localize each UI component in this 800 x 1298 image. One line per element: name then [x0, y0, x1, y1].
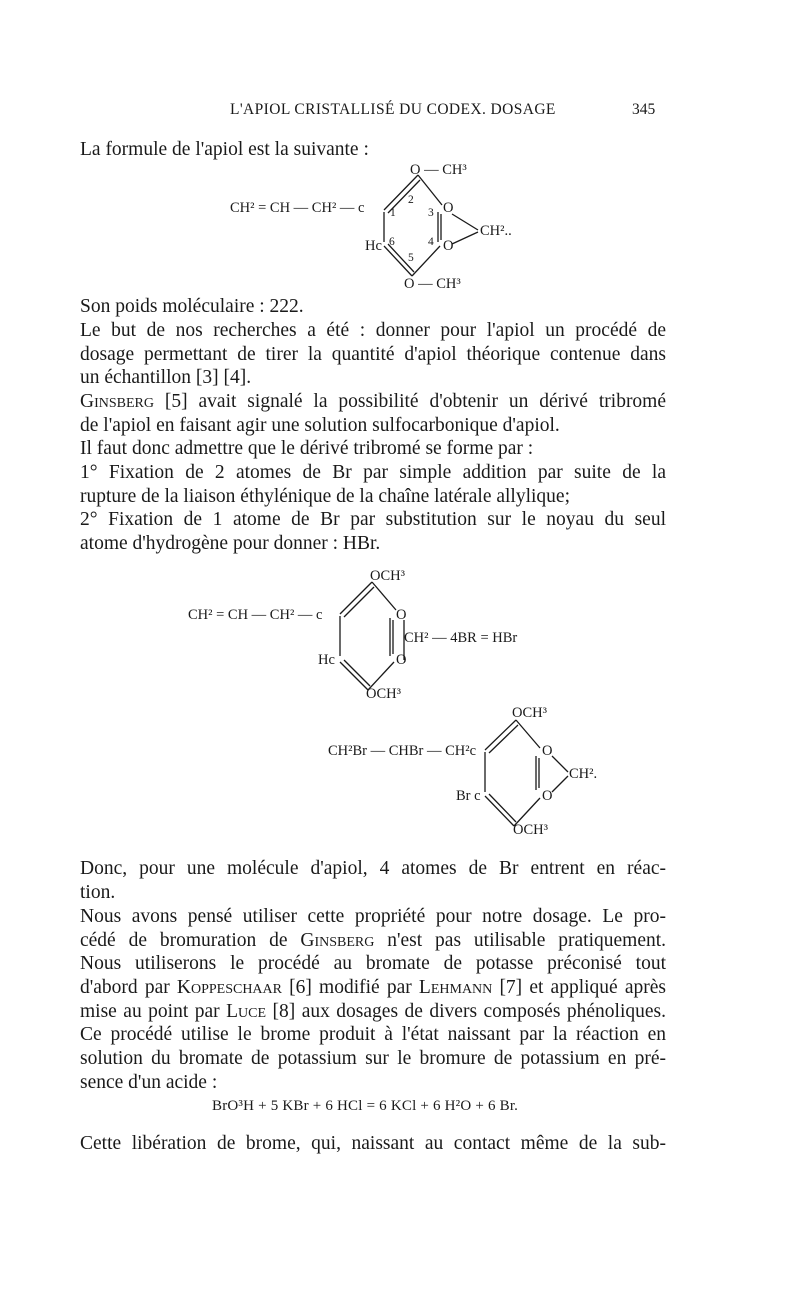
ring-bond [384, 246, 412, 276]
ring-bond [516, 720, 540, 748]
author-name: Luce [226, 1001, 267, 1022]
side-chain-label: CH² = CH — CH² — c [230, 200, 365, 216]
ring-bond [372, 582, 396, 610]
ring-number-1: 1 [390, 207, 396, 219]
dioxole-bond [452, 214, 478, 230]
ring-oxygen-top: O [443, 200, 454, 216]
methoxy-bottom-label: OCH³ [513, 822, 548, 838]
formula-intro: La formule de l'apiol est la suivante : [80, 139, 369, 160]
ring-number-4: 4 [428, 236, 434, 248]
methylene-label: CH². [569, 766, 598, 782]
ring-bond [485, 796, 514, 826]
paragraph-line: Ce procédé utilise le brome produit à l'état naissant par la réaction en [80, 1024, 666, 1045]
ring-bond [514, 798, 540, 826]
ring-bond [344, 660, 370, 686]
paragraph-line: Donc, pour une molécule d'apiol, 4 atomes de Br entrent en réac- [80, 858, 666, 879]
paragraph-line: Le but de nos recherches a été : donner pour l'apiol un procédé de [80, 320, 666, 341]
author-name: Lehmann [418, 977, 493, 998]
ring-bond [384, 175, 418, 210]
methoxy-top-label: OCH³ [512, 705, 547, 721]
ring-oxygen-bottom: O [443, 238, 454, 254]
methylene-label: CH².. [480, 223, 512, 239]
ring-number-5: 5 [408, 252, 414, 264]
ring-bond [388, 244, 414, 272]
ring-number-3: 3 [428, 207, 434, 219]
paragraph-line: cédé de bromuration de Ginsberg n'est pas utilisable pratiquement. [80, 930, 667, 951]
paragraph-line: tion. [80, 882, 116, 903]
paragraph-line: Nous utiliserons le procédé au bromate de potasse préconisé tout [80, 953, 666, 974]
paragraph-line: Cette libération de brome, qui, naissant au contact même de la sub- [80, 1133, 666, 1154]
paragraph-line: sence d'un acide : [80, 1072, 218, 1093]
paragraph-line: 2° Fixation de 1 atome de Br par substitution sur le noyau du seul [80, 509, 666, 530]
ring-bond [418, 175, 442, 205]
dioxole-bond [452, 232, 478, 244]
author-name: Ginsberg [300, 930, 375, 951]
author-name: Koppeschaar [176, 977, 282, 998]
paragraph-line: un échantillon [3] [4]. [80, 367, 252, 388]
dioxole-bond [552, 756, 568, 772]
paragraph-line: solution du bromate de potassium sur le bromure de potassium en pré- [80, 1048, 666, 1069]
methoxy-bottom-label: O — CH³ [404, 276, 461, 292]
ring-bond [344, 587, 374, 617]
ring-bond [388, 180, 420, 213]
ring-oxygen-top: O [396, 607, 407, 623]
hc-label: Hc [365, 238, 382, 254]
side-chain-label: CH²Br — CHBr — CH²c [328, 743, 477, 759]
hc-label: Hc [318, 652, 335, 668]
paragraph-line: Il faut donc admettre que le dérivé tribromé se forme par : [80, 438, 534, 459]
paragraph-line: d'abord par Koppeschaar [6] modifié par Lehmann [7] et appliqué après [80, 977, 666, 998]
paragraph-line: dosage permettant de tirer la quantité d'apiol théorique contenue dans [80, 344, 666, 365]
ring-bond [485, 720, 516, 750]
paragraph-line: mise au point par Luce [8] aux dosages de divers composés phénoliques. [80, 1001, 666, 1022]
ring-bond [340, 662, 368, 690]
ring-oxygen-bottom: O [542, 788, 553, 804]
paragraph-line: de l'apiol en faisant agir une solution sulfocarbonique d'apiol. [80, 415, 560, 436]
ring-bond [340, 582, 372, 614]
ring-bond [489, 725, 518, 753]
ring-oxygen-top: O [542, 743, 553, 759]
methoxy-bottom-label: OCH³ [366, 686, 401, 702]
br-c-label: Br c [456, 788, 481, 804]
ring-number-2: 2 [408, 194, 414, 206]
chemical-equation: BrO³H + 5 KBr + 6 HCl = 6 KCl + 6 H²O + 6 Br. [212, 1098, 519, 1114]
page-number: 345 [632, 101, 656, 118]
ring-bond [489, 794, 516, 822]
methoxy-top-label: OCH³ [370, 568, 405, 584]
paragraph-line: 1° Fixation de 2 atomes de Br par simple addition par suite de la [80, 462, 666, 483]
paragraph-line: atome d'hydrogène pour donner : HBr. [80, 533, 381, 554]
author-name: Ginsberg [80, 391, 154, 412]
paragraph-line: Ginsberg [5] avait signalé la possibilité d'obtenir un dérivé tribromé [80, 391, 667, 412]
running-title: L'APIOL CRISTALLISÉ DU CODEX. DOSAGE [230, 101, 556, 118]
methoxy-top-label: O — CH³ [410, 162, 467, 178]
dioxole-bond [552, 776, 568, 792]
ring-bond [412, 246, 440, 276]
molecular-weight: Son poids moléculaire : 222. [80, 296, 304, 317]
ring-oxygen-bottom: O [396, 652, 407, 668]
reaction-label: CH² — 4BR = HBr [404, 630, 518, 646]
paragraph-line: rupture de la liaison éthylénique de la chaîne latérale allylique; [80, 486, 571, 507]
ring-bond [368, 662, 394, 690]
paragraph-line: Nous avons pensé utiliser cette propriété pour notre dosage. Le pro- [80, 906, 666, 927]
side-chain-label: CH² = CH — CH² — c [188, 607, 323, 623]
ring-number-6: 6 [389, 236, 395, 248]
